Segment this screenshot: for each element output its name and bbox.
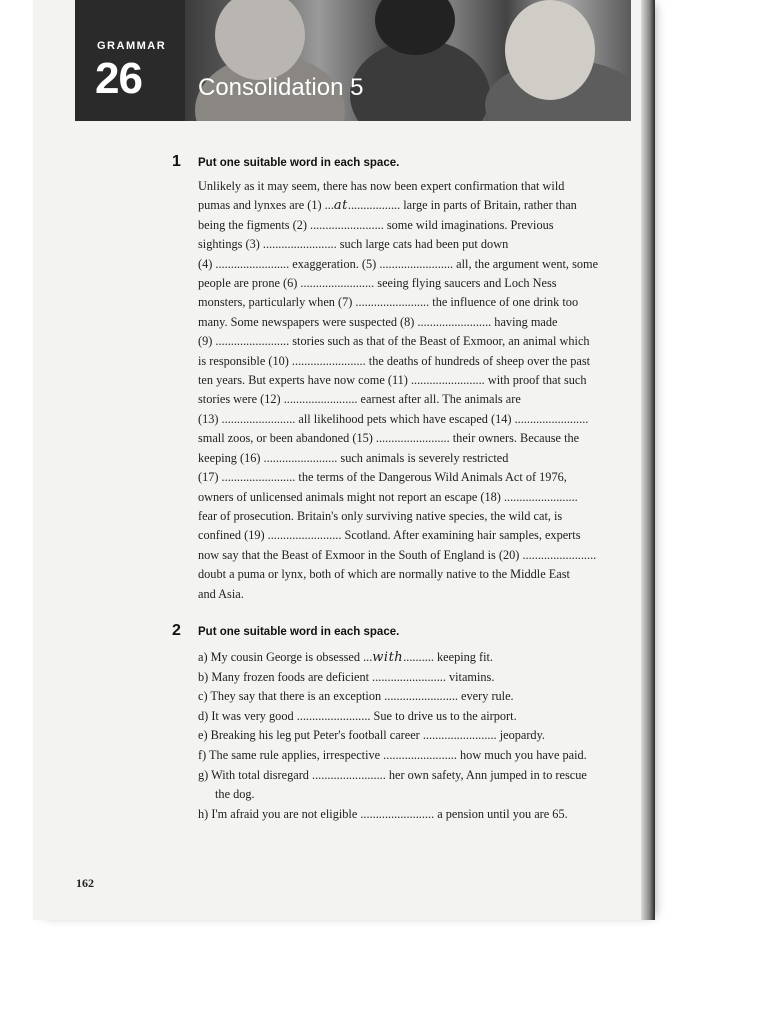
passage-line: confined (19) ........................ Scotland. After examining hair samples, experts <box>198 528 581 543</box>
page-number: 162 <box>76 876 94 890</box>
passage-line: (13) ........................ all likelihood pets which have escaped (14) ........................ <box>198 411 589 426</box>
handwritten-answer: with <box>372 650 404 665</box>
unit-title: Consolidation 5 <box>198 74 364 101</box>
unit-number: 26 <box>95 54 142 103</box>
exercise-1-number: 1 <box>172 153 181 170</box>
list-item: a) My cousin George is obsessed ...with.......... keeping fit. <box>198 650 494 665</box>
passage-line: is responsible (10) ........................ the deaths of hundreds of sheep over the past <box>198 353 591 368</box>
passage-line: small zoos, or been abandoned (15) ........................ their owners. Because the <box>198 431 580 446</box>
passage-line: keeping (16) ........................ such animals is severely restricted <box>198 450 509 465</box>
passage-line: (9) ........................ stories such as that of the Beast of Exmoor, an animal which <box>198 334 590 349</box>
grammar-label: GRAMMAR <box>97 40 167 52</box>
list-item: b) Many frozen foods are deficient ........................ vitamins. <box>198 669 495 684</box>
passage-line: Unlikely as it may seem, there has now been expert confirmation that wild <box>198 179 565 193</box>
list-item: g) With total disregard ........................ her own safety, Ann jumped in to rescue <box>198 767 587 782</box>
passage-line: many. Some newspapers were suspected (8) ........................ having made <box>198 314 558 329</box>
list-item: e) Breaking his leg put Peter's football career ........................ jeopardy. <box>198 728 545 743</box>
page-edge-shadow <box>641 0 655 920</box>
list-item-continuation: the dog. <box>215 787 255 802</box>
passage-line: monsters, particularly when (7) ........................ the influence of one drink too <box>198 295 579 310</box>
passage-line: people are prone (6) ........................ seeing flying saucers and Loch Ness <box>198 276 557 291</box>
passage-line: ten years. But experts have now come (11) ........................ with proof that such <box>198 373 587 388</box>
exercise-1-passage <box>198 177 626 604</box>
passage-line: stories were (12) ........................ earnest after all. The animals are <box>198 392 521 407</box>
passage-line: (17) ........................ the terms of the Dangerous Wild Animals Act of 1976, <box>198 470 567 485</box>
exercise-2-instruction: Put one suitable word in each space. <box>198 626 400 638</box>
passage-line: fear of prosecution. Britain's only surviving native species, the wild cat, is <box>198 508 563 523</box>
passage-line: and Asia. <box>198 586 244 601</box>
passage-line: now say that the Beast of Exmoor in the South of England is (20) ........................ <box>198 547 597 562</box>
exercise-1-instruction: Put one suitable word in each space. <box>198 157 400 169</box>
list-item: f) The same rule applies, irrespective ........................ how much you have paid. <box>198 747 587 762</box>
passage-line: sightings (3) ........................ such large cats had been put down <box>198 237 509 252</box>
passage-line: (4) ........................ exaggeration. (5) ........................ all, the argument went, some <box>198 256 599 271</box>
passage-line: doubt a puma or lynx, both of which are normally native to the Middle East <box>198 567 570 582</box>
list-item: c) They say that there is an exception ........................ every rule. <box>198 689 514 704</box>
exercise-2-number: 2 <box>172 622 181 639</box>
list-item: d) It was very good ........................ Sue to drive us to the airport. <box>198 708 517 723</box>
handwritten-answer: at <box>333 198 348 214</box>
list-item: h) I'm afraid you are not eligible ........................ a pension until you are 65. <box>198 806 568 821</box>
passage-line: owners of unlicensed animals might not report an escape (18) ........................ <box>198 489 578 504</box>
passage-line: being the figments (2) ........................ some wild imaginations. Previous <box>198 217 554 232</box>
exercise-2-items <box>198 648 628 824</box>
passage-line: pumas and lynxes are (1) ...at................. large in parts of Britain, rather than <box>198 198 577 214</box>
